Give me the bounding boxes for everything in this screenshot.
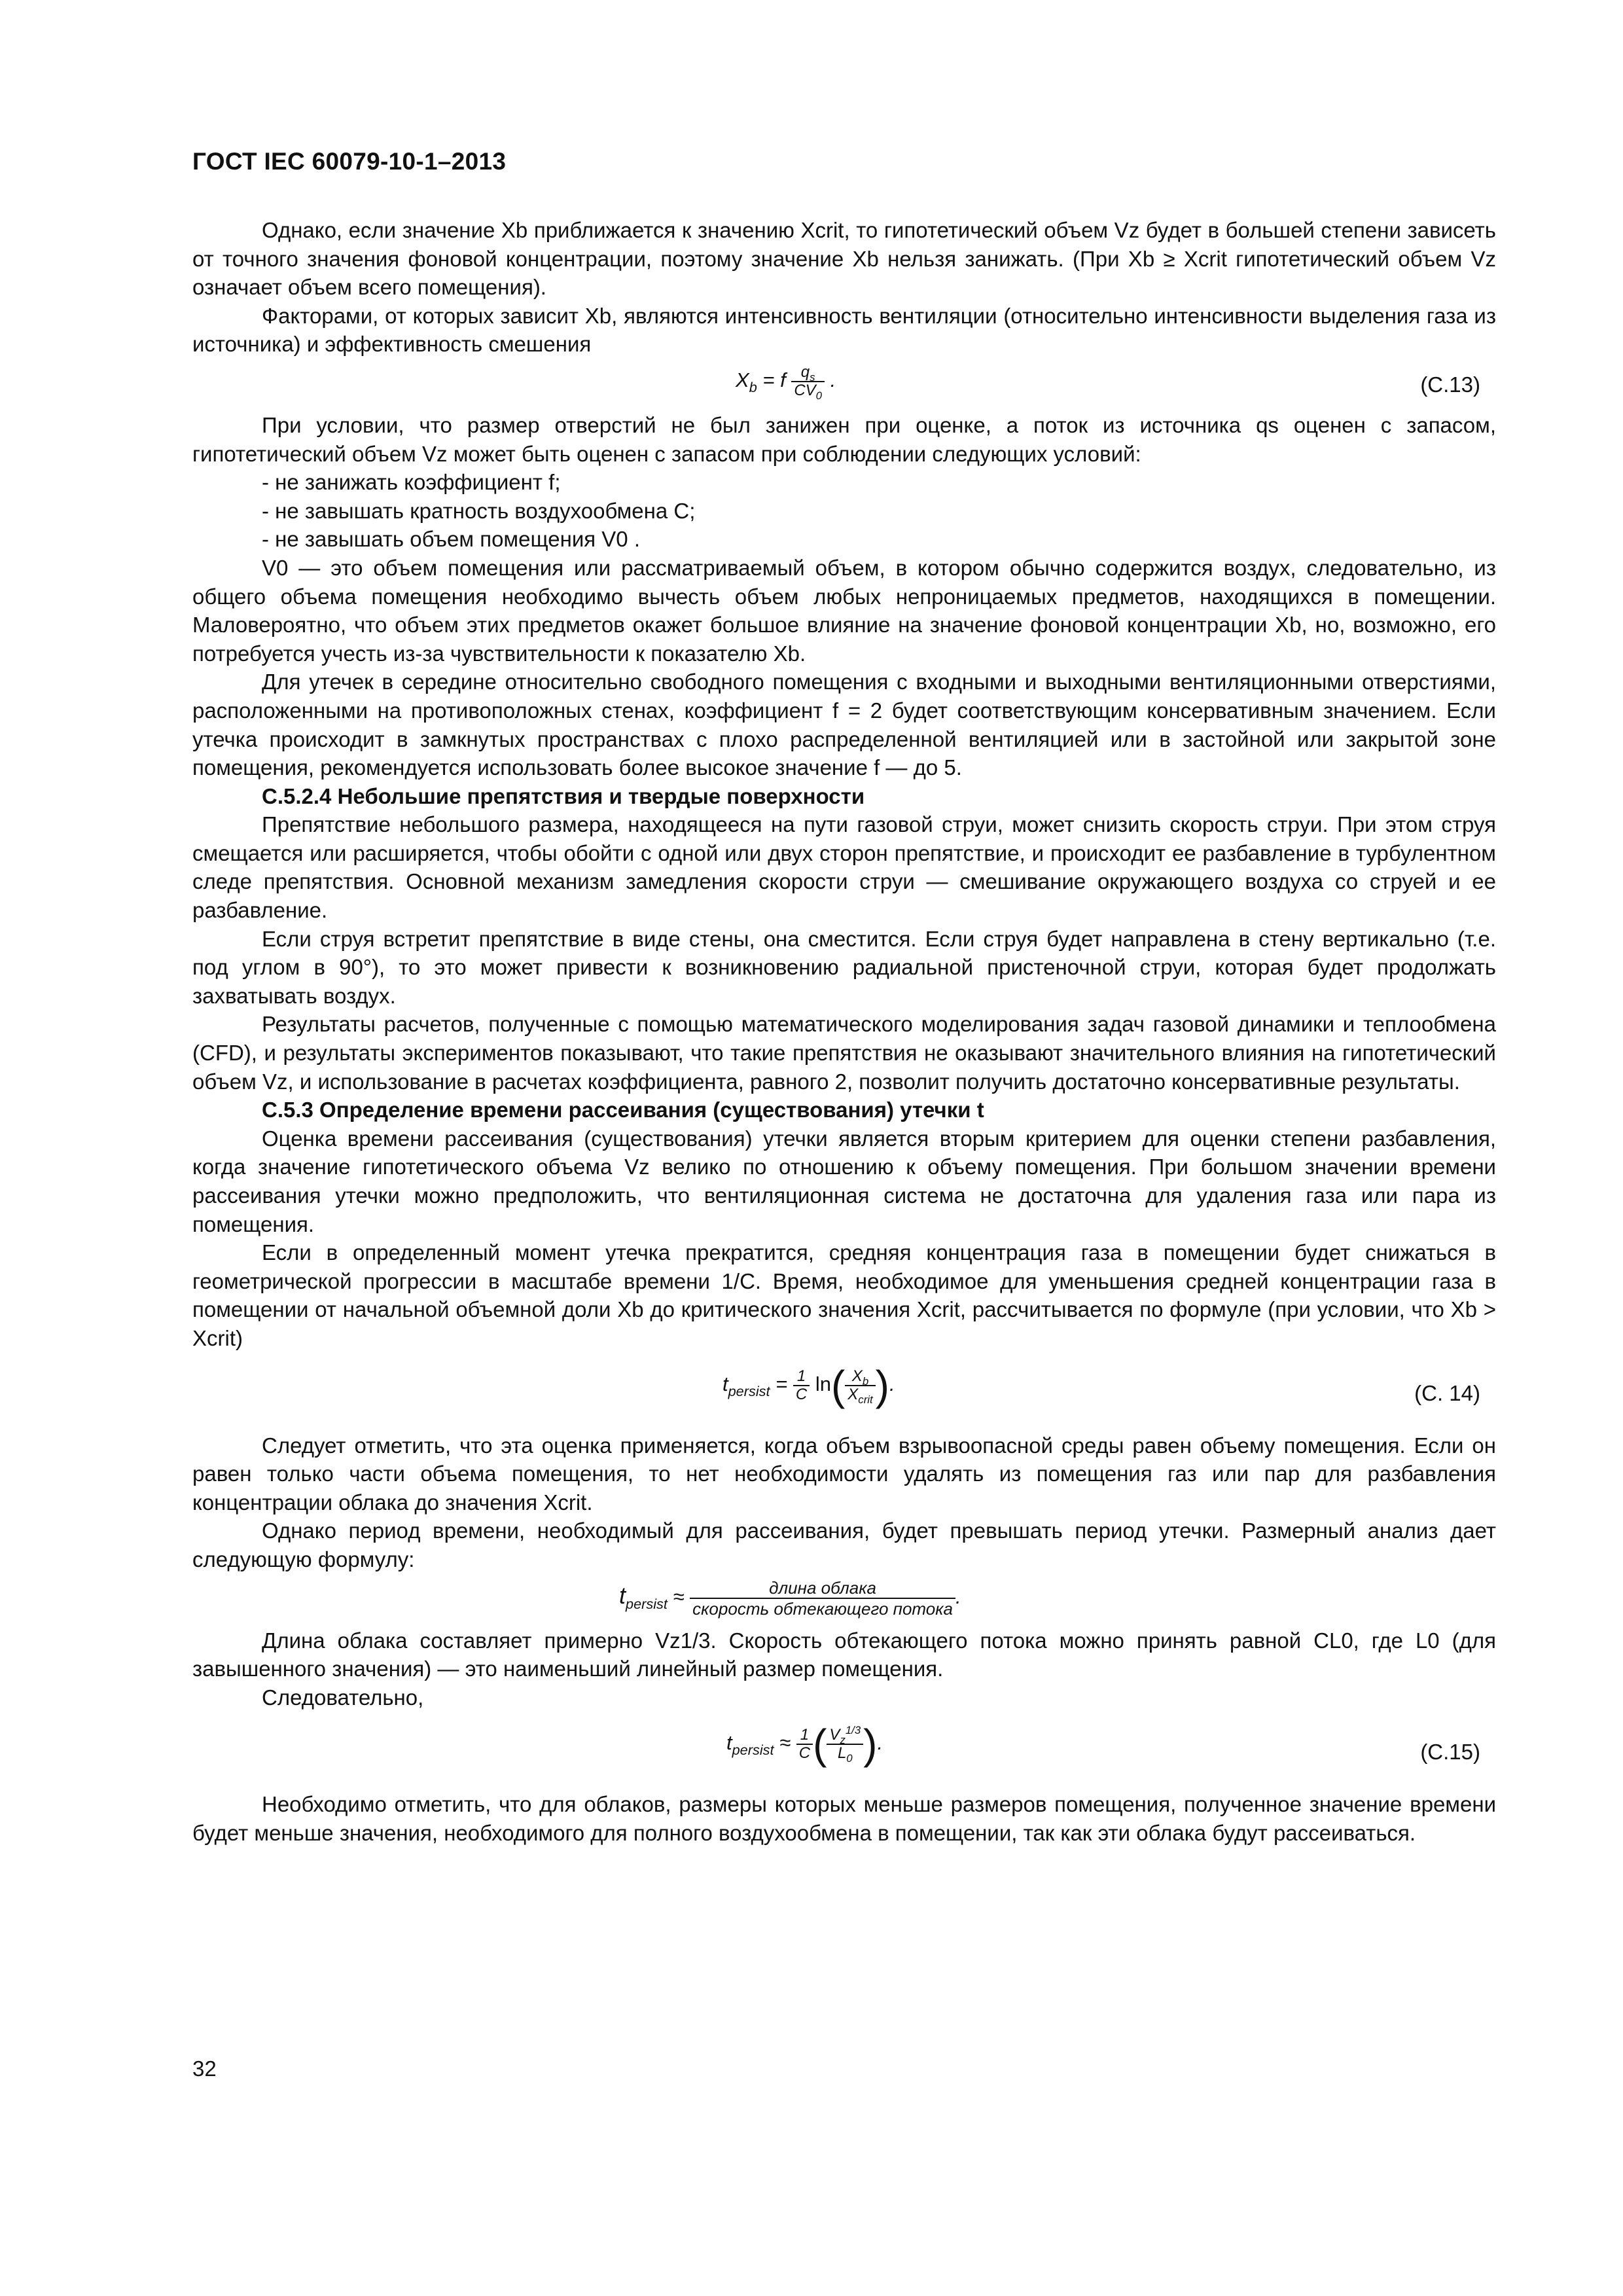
paragraph: Однако период времени, необходимый для рассеивания, будет превышать период утечки. Размерный анализ дает следующую формулу: (192, 1518, 1496, 1571)
formula-c13-expression: $X_b = f$ $\frac{q_s}{CV_0}$ . (736, 363, 836, 402)
formula-c13-number: (C.13) (1420, 372, 1480, 397)
paragraph: Если в определенный момент утечка прекратится, средняя концентрация газа в помещении будет снижаться в геометрической прогрессии в масштабе времени 1/C. Время, необходимое для уменьшения средней концентрации газа в помещении от начальной объемной доли Xb до критического значения Xcrit, рассчитывается по формуле (при условии, что Xb > Xcrit) (192, 1240, 1496, 1350)
formula-denominator: скорость обтекающего потока (692, 1598, 953, 1619)
paragraph: При условии, что размер отверстий не был занижен при оценке, а поток из источника qs оценен с запасом, гипотетический объем Vz может быть оценен с запасом при соблюдении следующих условий: (192, 412, 1496, 466)
formula-c15-number: (C.15) (1420, 1740, 1480, 1765)
formula-c15 (192, 1712, 1496, 1790)
formula-c13 (192, 359, 1496, 411)
paragraph: V0 — это объем помещения или рассматриваемый объем, в котором обычно содержится воздух, следовательно, из общего объема помещения необходимо вычесть объем любых непроницаемых предметов, находящихся в помещении. Маловероятно, что объем этих предметов окажет большое влияние на значение фоновой концентрации Xb, но, возможно, его потребуется учесть из-за чувствительности к показателю Xb. (192, 555, 1496, 666)
document-body (192, 216, 1496, 1848)
paragraph: Для утечек в середине относительно свободного помещения с входными и выходными вентиляционными отверстиями, расположенными на противоположных стенах, коэффициент f = 2 будет соответствующим консервативным значением. Если утечка происходит в замкнутых пространствах с плохо распределенной вентиляцией или в застойной или закрытой зоне помещения, рекомендуется использовать более высокое значение f — до 5. (192, 670, 1496, 780)
formula-persist-expression: $t_{persist}$ ≈ $\frac{\text{длина облака}}{\text{скорость обтекающего потока}}$ . (619, 1577, 961, 1619)
document-header: ГОСТ IEC 60079-10-1–2013 (192, 148, 507, 175)
page-number: 32 (192, 2056, 217, 2081)
section-heading: C.5.3 Определение времени рассеивания (существования) утечки t (262, 1098, 984, 1122)
paragraph: Факторами, от которых зависит Xb, являются интенсивность вентиляции (относительно интенсивности выделения газа из источника) и эффективность смешения (192, 303, 1496, 357)
paragraph: Оценка времени рассеивания (существования) утечки является вторым критерием для оценки степени разбавления, когда значение гипотетического объема Vz велико по отношению к объему помещения. При большом значении времени рассеивания утечки можно предположить, что вентиляционная система не достаточна для удаления газа или пара из помещения. (192, 1126, 1496, 1236)
formula-c14-expression: $t_{persist}$ = $\frac{1}{C}$ ln( $\frac{X_b}{X_{crit}}$ ). (722, 1361, 895, 1409)
paragraph: Препятствие небольшого размера, находящееся на пути газовой струи, может снизить скорость струи. При этом струя смещается или расширяется, чтобы обойти с одной или двух сторон препятствие, и происходит ее разбавление в турбулентном следе препятствия. Основной механизм замедления скорости струи — смешивание окружающего воздуха со струей и ее разбавление. (192, 812, 1496, 923)
paragraph: Длина облака составляет примерно Vz1/3. Скорость обтекающего потока можно принять равной CL0, где L0 (для завышенного значения) — это наименьший линейный размер помещения. (192, 1628, 1496, 1681)
formula-c14-number: (C. 14) (1414, 1380, 1480, 1405)
list-item: - не занижать коэффициент f; (262, 470, 561, 495)
paragraph: Следует отметить, что эта оценка применяется, когда объем взрывоопасной среды равен объему помещения. Если он равен только части объема помещения, то нет необходимости удалять из помещения газ или пар для разбавления концентрации облака до значения Xcrit. (192, 1433, 1496, 1515)
paragraph: Следовательно, (262, 1685, 424, 1710)
paragraph: Однако, если значение Xb приближается к значению Xcrit, то гипотетический объем Vz будет в большей степени зависеть от точного значения фоновой концентрации, поэтому значение Xb нельзя занижать. (При Xb ≥ Xcrit гипотетический объем Vz означает объем всего помещения). (192, 218, 1496, 300)
paragraph: Результаты расчетов, полученные с помощью математического моделирования задач газовой динамики и теплообмена (CFD), и результаты экспериментов показывают, что такие препятствия не оказывают значительного влияния на гипотетический объем Vz, и использование в расчетах коэффициента, равного 2, позволит получить достаточно консервативные результаты. (192, 1012, 1496, 1094)
paragraph: Если струя встретит препятствие в виде стены, она сместится. Если струя будет направлена в стену вертикально (т.е. под углом в 90°), то это может привести к возникновению радиальной пристеночной струи, которая будет продолжать захватывать воздух. (192, 926, 1496, 1008)
paragraph: Необходимо отметить, что для облаков, размеры которых меньше размеров помещения, полученное значение времени будет меньше значения, необходимого для полного воздухообмена в помещении, так как эти облака будут рассеиваться. (192, 1792, 1496, 1845)
formula-numerator: длина облака (690, 1578, 955, 1599)
formula-c14 (192, 1353, 1496, 1431)
section-heading: C.5.2.4 Небольшие препятствия и твердые поверхности (262, 783, 865, 808)
formula-c15-expression: $t_{persist}$ ≈ $\frac{1}{C}$ ( $\frac{V_z^{1/3}}{L_0}$ ). (726, 1721, 883, 1768)
list-item: - не завышать объем помещения V0 . (262, 527, 640, 552)
list-item: - не завышать кратность воздухообмена C; (262, 498, 696, 523)
formula-persist-ratio (192, 1574, 1496, 1626)
